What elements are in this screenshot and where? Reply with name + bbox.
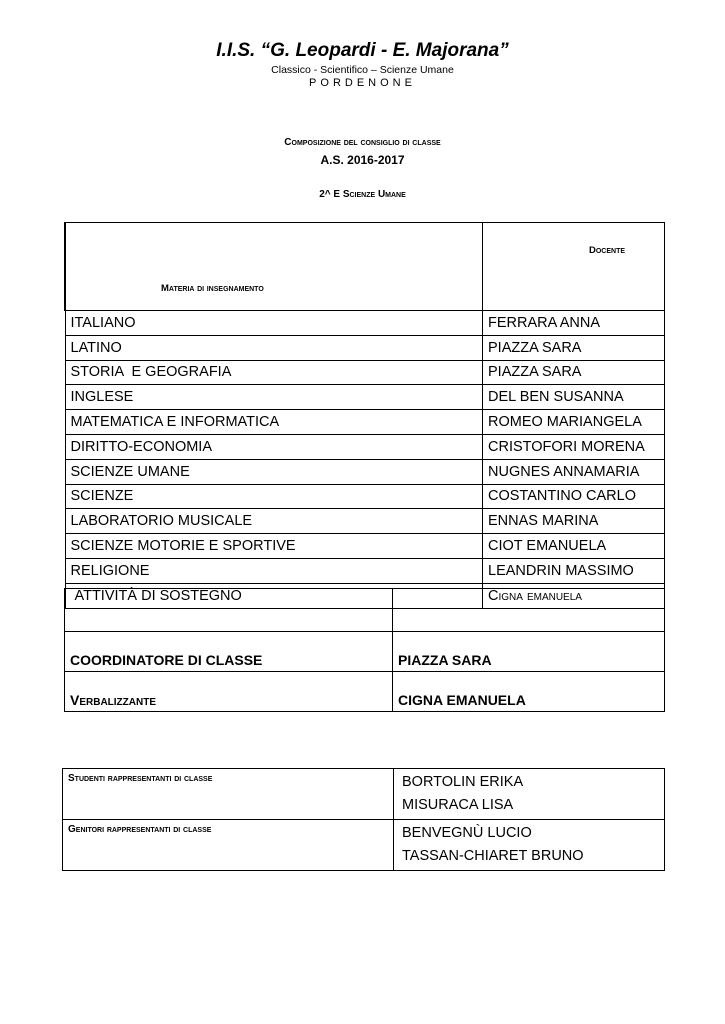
table-row [65,385,665,410]
parent-name: BENVEGNÙ LUCIO [402,825,532,841]
subject-cell: MATEMATICA E INFORMATICA [65,410,483,435]
student-name: BORTOLIN ERIKA [402,774,524,790]
subjects-table [64,222,665,609]
parents-row [63,820,665,871]
subject-cell: STORIA E GEOGRAFIA [65,360,483,385]
teacher-cell: NUGNES ANNAMARIA [483,459,665,484]
table-row [65,360,665,385]
spacer-cell [393,589,665,632]
subject-cell: ATTIVITÀ DI SOSTEGNO [65,583,483,608]
teacher-cell: ROMEO MARIANGELA [483,410,665,435]
subject-cell: ITALIANO [65,311,483,336]
subject-cell: SCIENZE [65,484,483,509]
recorder-name: CIGNA EMANUELA [393,672,665,712]
teacher-cell: ENNAS MARINA [483,509,665,534]
student-name: MISURACA LISA [402,797,514,813]
parents-names [394,820,665,871]
subject-cell: LABORATORIO MUSICALE [65,509,483,534]
students-label: Studenti rappresentanti di classe [63,769,394,820]
teacher-cell: COSTANTINO CARLO [483,484,665,509]
coordination-table [64,588,665,712]
subject-cell: RELIGIONE [65,558,483,583]
teacher-cell: PIAZZA SARA [483,335,665,360]
subject-cell: SCIENZE UMANE [65,459,483,484]
document-title: Composizione del consiglio di classe [284,137,441,148]
coordinator-name: PIAZZA SARA [393,632,665,672]
school-name: I.I.S. “G. Leopardi - E. Majorana” [216,40,509,61]
header-subject: Materia di insegnamento [65,223,483,311]
subject-cell: INGLESE [65,385,483,410]
parent-name: TASSAN-CHIARET BRUNO [402,848,584,864]
subject-cell: SCIENZE MOTORIE E SPORTIVE [65,534,483,559]
coordinator-label: COORDINATORE DI CLASSE [65,632,393,672]
teacher-cell: CIOT EMANUELA [483,534,665,559]
spacer-cell [65,589,393,632]
subject-cell: DIRITTO-ECONOMIA [65,434,483,459]
school-city: PORDENONE [309,77,416,89]
school-subtitle: Classico - Scientifico – Scienze Umane [271,64,454,76]
teacher-cell: Cigna emanuela [483,583,665,608]
table-row [65,509,665,534]
table-row [65,534,665,559]
students-row [63,769,665,820]
teacher-cell: FERRARA ANNA [483,311,665,336]
recorder-label: Verbalizzante [65,672,393,712]
spacer-row [65,589,665,632]
teacher-cell: CRISTOFORI MORENA [483,434,665,459]
representatives-table [62,768,665,871]
table-row [65,434,665,459]
students-names [394,769,665,820]
teacher-cell: PIAZZA SARA [483,360,665,385]
header-teacher: Docente [483,223,665,311]
class-name: 2^ E Scienze Umane [319,189,406,200]
teacher-cell: LEANDRIN MASSIMO [483,558,665,583]
coordinator-row [65,632,665,672]
parents-label: Genitori rappresentanti di classe [63,820,394,871]
table-row [65,484,665,509]
table-header-row [65,223,665,311]
table-row [65,335,665,360]
school-year: A.S. 2016-2017 [320,153,405,167]
table-row [65,459,665,484]
subject-cell: LATINO [65,335,483,360]
recorder-row [65,672,665,712]
table-row [65,311,665,336]
table-row [65,558,665,583]
teacher-cell: DEL BEN SUSANNA [483,385,665,410]
table-row [65,410,665,435]
